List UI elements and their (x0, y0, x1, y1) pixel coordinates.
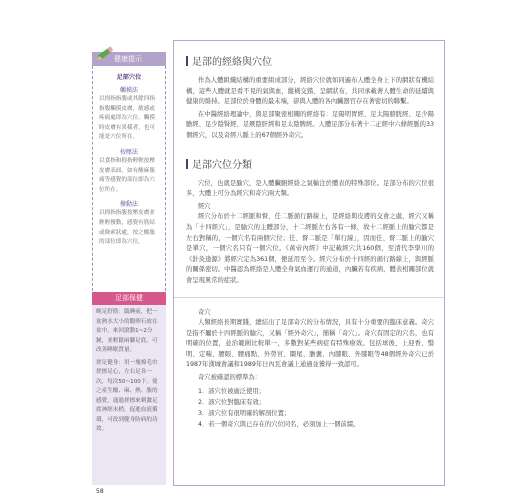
health-header: 足部保健 (92, 292, 166, 305)
list-item: 2．該穴位對臨床有效； (198, 398, 265, 406)
subheading-qixue: 奇穴 (198, 308, 211, 316)
pencil-icon (94, 43, 116, 65)
tip-label-touch: 觸摸法 (119, 87, 138, 94)
paragraph: 作為人體組織結構的重要組成部分，經絡穴位就如同遍布人體全身上下的網狀有機結構，這些人體就是看不見的氣與血，縱橫交錯、呈網狀布，共同承載著人體生命的延續與健康的維持。足部位於身體的最末端，卻與人體的各內臟器官存在著密切的聯繫。 (186, 77, 434, 106)
title-bar-icon (186, 56, 188, 66)
paragraph: 在中醫經絡理論中，與足部聚密相關的經絡有：足陽明胃經、足太陽膀胱經、足少陽膽經、足少陰腎經、足厥陰肝經和足太陰脾經。人體足部分布著十二正經中六條經脈的33個經穴，以及奇經八脈上的67個經外奇穴。 (186, 110, 434, 139)
tip-text-pluck: 以拇指指腹按壓皮膚並輕輕撥動，感覺有筋結或條索狀處，按之酸脹的部位即為穴位。 (99, 210, 155, 246)
list-item: 1．該穴位被廣泛使用； (198, 387, 265, 395)
paragraph: 經穴分布於十二經脈和督、任二脈循行路線上，是經絡與皮膚的交會之處，經穴又稱為「十四經穴」，是腧穴的主體部分，十二經脈左右各有一條，故十二經脈上的腧穴都是左右對稱的，一個穴名有兩個穴位；任、督二脈是「單行線」，因而任、督二脈上的腧穴是單穴，一個穴名只有一個穴位。《黃帝內經》中記載經穴共160個，至清代李學川的《針灸逢源》將經穴定為361個，便延用至今。經穴分布於十四經的循行路線上，與經脈的關係密切。中醫認為經絡是人體全身氣血運行的通道，內臟若有疾病，體表相關部位就會呈現異常的症狀。 (186, 213, 434, 284)
section-title-classification-text: 足部穴位分類 (192, 159, 252, 171)
tips-sidebar (92, 52, 166, 296)
list-item: 4．若一個奇穴與已存在的穴位同名，必須加上一個前綴。 (198, 420, 360, 428)
tip-label-pluck: 撥動法 (119, 201, 138, 209)
section-title-meridians-text: 足部的經絡與穴位 (192, 57, 272, 68)
tips-title: 足部穴位 (116, 74, 142, 81)
health-box (92, 292, 166, 485)
page-number: 58 (96, 488, 104, 495)
health-text-2: 搓足健身：用一塊棉毛巾搓擦足心，左右足各一次，每次50~100下。使之產生酸、麻、熱、脹的感覺，通過搓擦來刺激足底神經末梢，促進血液循環，可改到健身防病的功效。 (96, 359, 158, 432)
subheading-jingxue: 經穴 (198, 202, 211, 210)
section-title-meridians (186, 53, 434, 68)
health-text-1: 晚足舒筋：臨睡前，把一盆熱水大小的鵝卵石放在盆中，來回滾動1~2分鐘，並輕鬆兩腳足底，可改善睡眠質量。 (96, 309, 158, 353)
tips-header (92, 52, 166, 66)
paragraph: 奇穴被確認的標準為： (198, 374, 261, 382)
list-item: 3．該穴位有很明確的解剖位置； (198, 409, 291, 417)
section-title-classification (186, 156, 434, 171)
divider (174, 297, 444, 298)
main-content (173, 40, 445, 486)
paragraph: 人類經絡長期實踐，總結出了足部奇穴的分布情況，具有十分重要的臨床意義。奇穴是指不屬於十四經脈的腧穴，又稱「經外奇穴」，簡稱「奇穴」。奇穴有固定的穴名，也有明確的位置，並治範圍比較單一，多數對某些病症有特殊療效。包括球後、上迎香、翳明、定喘、腰眼、腰痛點、外勞宮、闌尾、膽囊、內膝眼、外膝眼等48個經外奇穴已於1987年漢城會議和1989年日內瓦會議上通過並獲得一致認可。 (186, 319, 434, 369)
tips-box (92, 66, 166, 296)
tip-text-press: 以食指和拇指輕輕按壓皮膚表面，如有酸麻脹痛等感覺的部位即為穴位所在。 (99, 157, 155, 193)
tips-header-label: 健康提示 (114, 55, 142, 63)
title-bar-icon (186, 159, 188, 169)
tip-label-press: 按壓法 (119, 148, 138, 156)
paragraph: 穴位，也就是腧穴，是人體臟腑經絡之氣輸注於體表的特殊部位。足部分布的穴位很多，大體上可分為經穴和奇穴兩大類。 (186, 179, 434, 198)
tip-text-touch: 以拇指指腹或其餘四指指腹觸摸皮膚，敏感或疼痛處即為穴位。觸摸時皮膚有異樣者，也可能是穴位所在。 (99, 96, 155, 141)
